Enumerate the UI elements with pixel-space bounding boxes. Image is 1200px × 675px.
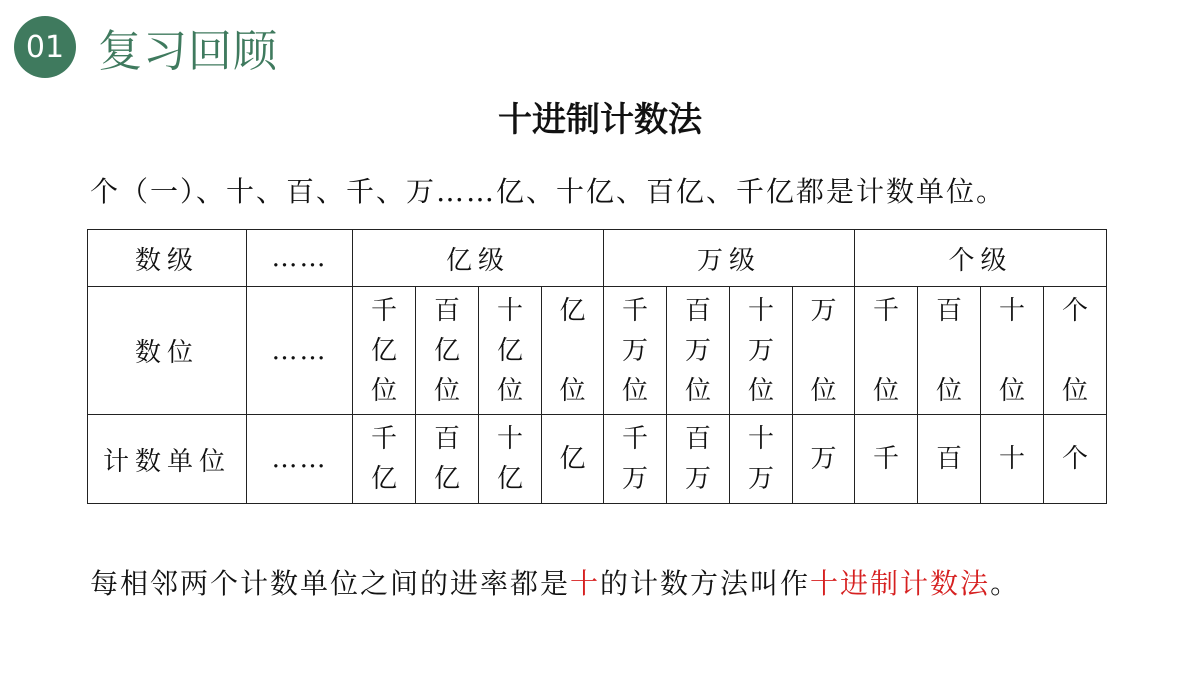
place-char: 位 xyxy=(370,375,397,406)
unit-cell xyxy=(479,415,542,504)
unit-row-label: 计数单位 xyxy=(88,415,247,504)
place-row xyxy=(88,287,1107,415)
place-char: 百 xyxy=(936,295,963,326)
unit-char: 亿 xyxy=(496,464,523,494)
place-cell xyxy=(416,287,479,415)
level-yi: 亿级 xyxy=(353,230,604,287)
place-char: 千 xyxy=(622,295,649,326)
place-char: 亿 xyxy=(559,295,586,326)
place-char xyxy=(918,331,980,371)
place-char: 十 xyxy=(999,295,1026,326)
place-cell xyxy=(479,287,542,415)
place-cell xyxy=(855,287,918,415)
unit-char: 十 xyxy=(999,444,1026,474)
unit-ellipsis: …… xyxy=(247,415,353,504)
place-cell xyxy=(793,287,855,415)
place-char: 个 xyxy=(1062,295,1089,326)
place-char: 位 xyxy=(496,375,523,406)
level-wan: 万级 xyxy=(604,230,855,287)
unit-cell xyxy=(667,415,730,504)
place-value-table xyxy=(87,229,1107,504)
place-char xyxy=(542,331,603,371)
unit-char: 万 xyxy=(748,464,775,494)
place-char: 万 xyxy=(685,335,712,366)
place-cell xyxy=(981,287,1044,415)
unit-cell xyxy=(1044,415,1107,504)
unit-cell xyxy=(353,415,416,504)
unit-char: 个 xyxy=(1062,444,1089,474)
section-number-badge xyxy=(14,16,76,78)
page-title: 十进制计数法 xyxy=(498,100,702,140)
summary-highlight-term: 十进制计数法 xyxy=(810,567,991,600)
unit-char: 千 xyxy=(873,444,900,474)
place-char: 万 xyxy=(622,335,649,366)
place-char: 万 xyxy=(748,335,775,366)
place-ellipsis: …… xyxy=(247,287,353,415)
place-char: 位 xyxy=(748,375,775,406)
level-row-label: 数级 xyxy=(88,230,247,287)
unit-char: 万 xyxy=(810,444,837,474)
place-char: 位 xyxy=(999,375,1026,406)
section-number: 01 xyxy=(25,29,65,65)
unit-cell xyxy=(855,415,918,504)
place-char: 位 xyxy=(810,375,837,406)
summary-part-2: 的计数方法叫作 xyxy=(600,567,811,600)
place-cell xyxy=(542,287,604,415)
place-char: 位 xyxy=(433,375,460,406)
place-char: 千 xyxy=(873,295,900,326)
summary-part-3: 。 xyxy=(990,567,1021,600)
unit-cell xyxy=(981,415,1044,504)
place-char xyxy=(981,331,1043,371)
place-char: 位 xyxy=(622,375,649,406)
unit-char: 万 xyxy=(685,464,712,494)
unit-char: 千 xyxy=(622,424,649,454)
place-cell xyxy=(353,287,416,415)
place-char: 百 xyxy=(433,295,460,326)
level-ellipsis: …… xyxy=(247,230,353,287)
section-title: 复习回顾 xyxy=(98,26,278,77)
unit-row xyxy=(88,415,1107,504)
unit-char: 十 xyxy=(496,424,523,454)
place-cell xyxy=(1044,287,1107,415)
intro-text: 个（一）、十、百、千、万……亿、十亿、百亿、千亿都是计数单位。 xyxy=(90,175,1007,208)
unit-char: 百 xyxy=(433,424,460,454)
place-char: 万 xyxy=(810,295,837,326)
unit-char: 百 xyxy=(936,444,963,474)
place-char: 亿 xyxy=(496,335,523,366)
unit-char: 十 xyxy=(748,424,775,454)
unit-char: 亿 xyxy=(433,464,460,494)
place-char xyxy=(1044,331,1106,371)
level-row xyxy=(88,230,1107,287)
unit-char: 亿 xyxy=(559,444,586,474)
unit-cell xyxy=(416,415,479,504)
unit-char: 亿 xyxy=(370,464,397,494)
place-char: 位 xyxy=(685,375,712,406)
place-cell xyxy=(918,287,981,415)
place-cell xyxy=(730,287,793,415)
place-char: 位 xyxy=(873,375,900,406)
unit-cell xyxy=(918,415,981,504)
unit-cell xyxy=(604,415,667,504)
place-char: 十 xyxy=(748,295,775,326)
summary-text xyxy=(90,562,1150,602)
unit-cell xyxy=(730,415,793,504)
section-header xyxy=(14,16,278,78)
unit-cell xyxy=(542,415,604,504)
place-char: 亿 xyxy=(433,335,460,366)
place-cell xyxy=(667,287,730,415)
place-char: 十 xyxy=(496,295,523,326)
place-char xyxy=(793,331,854,371)
unit-char: 百 xyxy=(685,424,712,454)
place-char xyxy=(855,331,917,371)
place-cell xyxy=(604,287,667,415)
unit-char: 万 xyxy=(622,464,649,494)
place-row-label: 数位 xyxy=(88,287,247,415)
place-char: 位 xyxy=(936,375,963,406)
place-char: 位 xyxy=(559,375,586,406)
summary-part-1: 每相邻两个计数单位之间的进率都是 xyxy=(90,567,571,600)
place-char: 百 xyxy=(685,295,712,326)
unit-cell xyxy=(793,415,855,504)
level-ge: 个级 xyxy=(855,230,1107,287)
unit-char: 千 xyxy=(370,424,397,454)
summary-highlight-ten: 十 xyxy=(570,567,601,600)
place-char: 位 xyxy=(1062,375,1089,406)
place-char: 千 xyxy=(370,295,397,326)
place-char: 亿 xyxy=(370,335,397,366)
